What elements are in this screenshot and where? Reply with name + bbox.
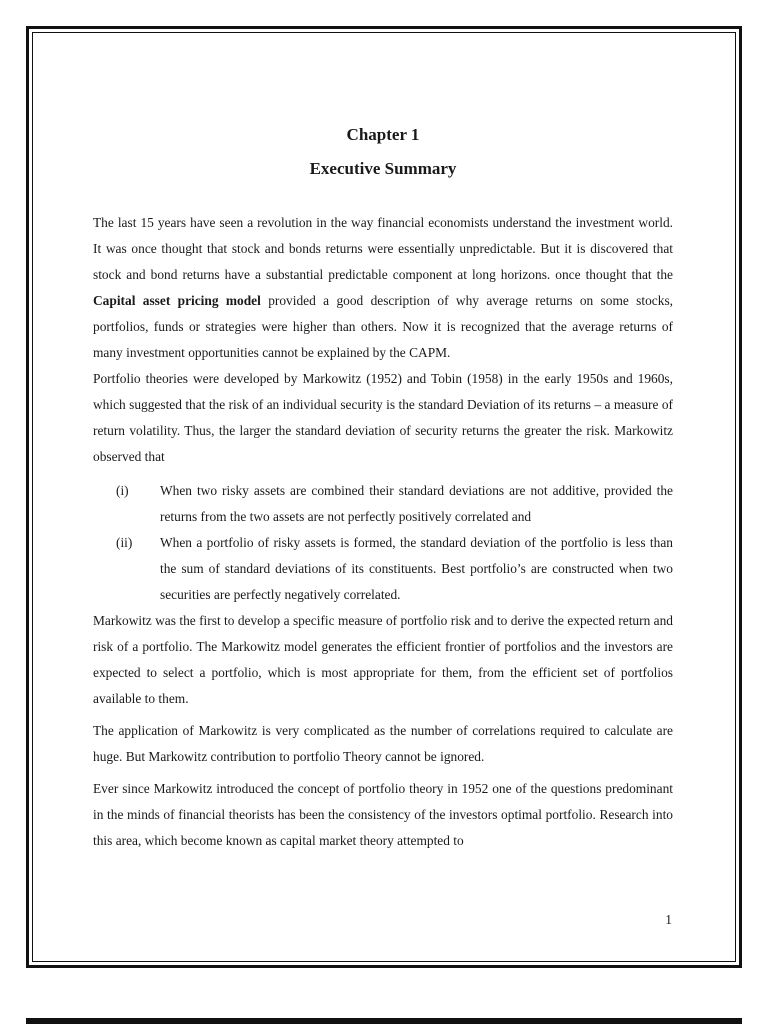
list-item-text: When a portfolio of risky assets is formed, the standard deviation of the portfolio is less than the sum of standard deviations of its constituents. Best portfolio’s are constructed when two securities are perfectly negatively correlated. xyxy=(160,535,673,602)
paragraph-intro xyxy=(93,210,673,366)
page-number: 1 xyxy=(665,912,672,927)
list-item-text: When two risky assets are combined their standard deviations are not additive, provided the returns from the two assets are not perfectly positively correlated and xyxy=(160,483,673,524)
paragraph-intro-end: provided a good description of why average returns on some stocks, portfolios, funds or strategies were higher than others. Now it is recognized that the average returns of many investment opportunities cannot be explained by the CAPM. xyxy=(93,293,673,360)
chapter-heading: Chapter 1 xyxy=(346,125,420,144)
chapter-title: Executive Summary xyxy=(309,159,457,178)
list-item xyxy=(93,530,673,608)
list-marker: (ii) xyxy=(116,535,133,550)
paragraph-intro-start: The last 15 years have seen a revolution in the way financial economists understand the investment world. It was once thought that stock and bonds returns were essentially unpredictable. But it is discovered that stock and bond returns have a substantial predictable component at long horizons. once thought that the xyxy=(93,215,673,282)
paragraph-markowitz-application: The application of Markowitz is very complicated as the number of correlations required to calculate are huge. But Markowitz contribution to portfolio Theory cannot be ignored. xyxy=(93,723,673,764)
capm-term: Capital asset pricing model xyxy=(93,293,261,308)
paragraph-capital-market-theory: Ever since Markowitz introduced the concept of portfolio theory in 1952 one of the questions predominant in the minds of financial theorists has been the consistency of the investors optimal portfolio. Research into this area, which become known as capital market theory attempted to xyxy=(93,781,673,848)
list-item xyxy=(93,478,673,530)
list-marker: (i) xyxy=(116,483,129,498)
paragraph-portfolio-theories: Portfolio theories were developed by Markowitz (1952) and Tobin (1958) in the early 1950s and 1960s, which suggested that the risk of an individual security is the standard Deviation of its returns – a measure of return volatility. Thus, the larger the standard deviation of security returns the greater the risk. Markowitz observed that xyxy=(93,371,673,464)
page-content xyxy=(93,118,673,854)
next-page-border-top xyxy=(26,1018,742,1024)
markowitz-observations-list xyxy=(93,478,673,608)
paragraph-markowitz-model: Markowitz was the first to develop a specific measure of portfolio risk and to derive the expected return and risk of a portfolio. The Markowitz model generates the efficient frontier of portfolios and the investors are expected to select a portfolio, which is most appropriate for them, from the efficient set of portfolios available to them. xyxy=(93,613,673,706)
